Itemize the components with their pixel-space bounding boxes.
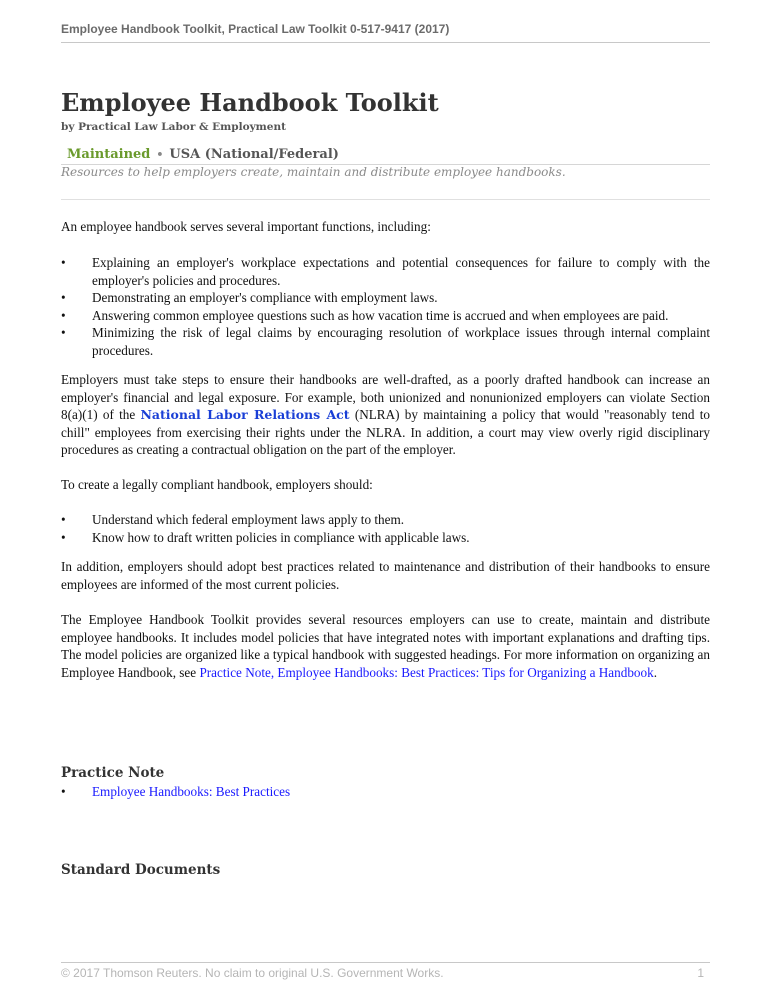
bullet-icon: •	[61, 290, 66, 305]
byline: by Practical Law Labor & Employment	[61, 121, 286, 133]
page-number: 1	[697, 966, 704, 980]
page-title: Employee Handbook Toolkit	[61, 88, 439, 117]
best-practices-paragraph: In addition, employers should adopt best practices related to maintenance and distribution of their handbooks to ensure employees are informed of the most current policies.	[61, 559, 710, 592]
header-divider	[61, 42, 710, 43]
list-item: • Minimizing the risk of legal claims by encouraging resolution of workplace issues through internal complaint procedures.	[61, 325, 710, 358]
standard-documents-heading: Standard Documents	[61, 862, 221, 878]
functions-list	[61, 254, 710, 359]
bullet-icon: •	[61, 307, 66, 323]
practice-note-list	[61, 783, 710, 801]
should-list	[61, 511, 710, 546]
list-item: • Know how to draft written policies in compliance with applicable laws.	[61, 529, 470, 545]
running-header: Employee Handbook Toolkit, Practical Law Toolkit 0-517-9417 (2017)	[61, 22, 450, 36]
status-line	[67, 147, 339, 162]
compliance-intro-paragraph: To create a legally compliant handbook, employers should:	[61, 477, 373, 492]
list-item	[61, 783, 710, 801]
list-item: • Explaining an employer's workplace expectations and potential consequences for failure to comply with the employer's policies and procedures.	[61, 255, 710, 288]
summary-divider	[61, 199, 710, 200]
document-summary: Resources to help employers create, maintain and distribute employee handbooks.	[61, 165, 566, 179]
jurisdiction: USA (National/Federal)	[169, 147, 339, 162]
footer-copyright: © 2017 Thomson Reuters. No claim to original U.S. Government Works.	[61, 966, 444, 980]
practice-note-heading: Practice Note	[61, 765, 165, 781]
toolkit-paragraph: The Employee Handbook Toolkit provides several resources employers can use to create, maintain and distribute employee handbooks. It includes model policies that have integrated notes with important explanations and drafting tips. The model policies are organized like a typical handbook with suggested headings. For more information on organizing an Employee Handbook, see Practice Note, Employee Handbooks: Best Practices: Tips for Organizing a Handbook.	[61, 612, 710, 680]
bullet-icon: •	[61, 512, 66, 527]
nlra-link[interactable]: National Labor Relations Act	[140, 407, 350, 422]
best-practices-link[interactable]: Employee Handbooks: Best Practices	[92, 784, 291, 799]
bullet-icon: •	[61, 255, 66, 270]
intro-paragraph: An employee handbook serves several important functions, including:	[61, 219, 431, 234]
bullet-icon: •	[61, 325, 66, 340]
list-item: • Demonstrating an employer's compliance with employment laws.	[61, 290, 438, 305]
status-badge: Maintained	[67, 147, 151, 162]
bullet-icon: •	[61, 529, 66, 545]
organizing-handbook-link[interactable]: Practice Note, Employee Handbooks: Best Practices: Tips for Organizing a Handbook	[199, 664, 654, 680]
bullet-icon: •	[61, 784, 66, 799]
list-item: • Answering common employee questions such as how vacation time is accrued and when employees are paid.	[61, 307, 669, 323]
footer-divider	[61, 962, 710, 963]
exposure-paragraph: Employers must take steps to ensure their handbooks are well-drafted, as a poorly drafted handbook can increase an employer's financial and legal exposure. For example, both unionized and nonunionized employers can violate Section 8(a)(1) of the National Labor Relations Act (NLRA) by maintaining a policy that would "reasonably tend to chill" employees from exercising their rights under the NLRA. In addition, a court may view overly rigid disciplinary procedures as creating a contractual obligation on the part of the employer.	[61, 372, 711, 457]
list-item: • Understand which federal employment laws apply to them.	[61, 512, 405, 527]
separator-dot: •	[156, 148, 164, 161]
